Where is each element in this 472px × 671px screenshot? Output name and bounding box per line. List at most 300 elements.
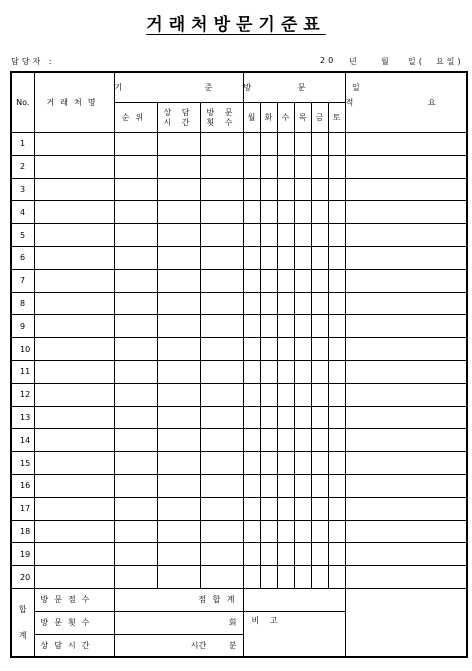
sat-cell[interactable] [328,315,345,338]
totals-label-line2: 계 [18,630,27,640]
sat-cell[interactable] [328,224,345,247]
wed-cell[interactable] [277,292,294,315]
mon-cell[interactable] [243,497,260,520]
remarks-cell[interactable] [345,360,467,383]
thu-cell[interactable] [294,429,311,452]
fri-cell[interactable] [311,566,328,589]
sat-cell[interactable] [328,155,345,178]
sub-header-visit-count-line2: 횟 수 [206,117,237,127]
thu-cell[interactable] [294,246,311,269]
rank-cell[interactable] [114,520,157,543]
wed-cell[interactable] [277,201,294,224]
mon-cell[interactable] [243,383,260,406]
date-weekday-unit: 요일) [436,57,464,66]
tue-cell[interactable] [260,452,277,475]
remarks-cell[interactable] [345,246,467,269]
col-header-visit-day-text: 방 문 일 [243,83,382,92]
tue-cell[interactable] [260,269,277,292]
client-cell[interactable] [34,315,114,338]
row-number: 18 [11,520,34,543]
remarks-cell[interactable] [345,269,467,292]
visit-count-cell[interactable] [200,543,243,566]
visit-count-cell[interactable] [200,133,243,156]
sat-cell[interactable] [328,406,345,429]
fri-cell[interactable] [311,520,328,543]
visit-count-cell[interactable] [200,269,243,292]
fri-cell[interactable] [311,315,328,338]
rank-cell[interactable] [114,406,157,429]
date-day-unit: 일( [408,57,425,66]
sat-cell[interactable] [328,338,345,361]
fri-cell[interactable] [311,406,328,429]
consult-time-cell[interactable] [157,315,200,338]
visit-points-unit: 점 합 계 [114,588,243,611]
tue-cell[interactable] [260,178,277,201]
day-fri: 금 [311,103,328,133]
sat-cell[interactable] [328,269,345,292]
tue-cell[interactable] [260,338,277,361]
row-number: 19 [11,543,34,566]
visit-count-cell[interactable] [200,406,243,429]
visit-count-cell[interactable] [200,360,243,383]
rank-cell[interactable] [114,133,157,156]
tue-cell[interactable] [260,474,277,497]
row-number: 14 [11,429,34,452]
thu-cell[interactable] [294,383,311,406]
table-row [11,133,467,156]
rank-cell[interactable] [114,292,157,315]
client-cell[interactable] [34,133,114,156]
col-header-standard-text: 기 준 [114,83,253,92]
consult-time-cell[interactable] [157,155,200,178]
thu-cell[interactable] [294,269,311,292]
table-row [11,474,467,497]
visit-points-value[interactable] [243,588,345,611]
wed-cell[interactable] [277,497,294,520]
fri-cell[interactable] [311,155,328,178]
row-number: 4 [11,201,34,224]
row-number: 8 [11,292,34,315]
thu-cell[interactable] [294,133,311,156]
sat-cell[interactable] [328,543,345,566]
visit-count-cell[interactable] [200,315,243,338]
mon-cell[interactable] [243,155,260,178]
mon-cell[interactable] [243,315,260,338]
rank-cell[interactable] [114,543,157,566]
col-header-remarks [345,72,472,133]
tue-cell[interactable] [260,383,277,406]
visit-count-cell[interactable] [200,224,243,247]
rank-cell[interactable] [114,155,157,178]
sat-cell[interactable] [328,201,345,224]
table-row [11,155,467,178]
wed-cell[interactable] [277,383,294,406]
date-month-unit: 월 [381,57,392,66]
remarks-cell[interactable] [345,133,467,156]
visit-count-cell[interactable] [200,497,243,520]
mon-cell[interactable] [243,292,260,315]
rank-cell[interactable] [114,474,157,497]
row-number: 15 [11,452,34,475]
mon-cell[interactable] [243,178,260,201]
visit-count-cell[interactable] [200,338,243,361]
consult-time-cell[interactable] [157,543,200,566]
table-row [11,201,467,224]
wed-cell[interactable] [277,429,294,452]
table-row [11,566,467,589]
fri-cell[interactable] [311,452,328,475]
row-number: 20 [11,566,34,589]
table-row [11,520,467,543]
tue-cell[interactable] [260,543,277,566]
fri-cell[interactable] [311,383,328,406]
day-sat: 토 [328,103,345,133]
client-cell[interactable] [34,429,114,452]
client-cell[interactable] [34,520,114,543]
tue-cell[interactable] [260,520,277,543]
client-cell[interactable] [34,178,114,201]
tue-cell[interactable] [260,406,277,429]
thu-cell[interactable] [294,338,311,361]
mon-cell[interactable] [243,269,260,292]
consult-time-cell[interactable] [157,269,200,292]
totals-label [11,588,34,657]
thu-cell[interactable] [294,292,311,315]
date-year: 20 [320,56,337,65]
remarks-cell[interactable] [345,201,467,224]
client-cell[interactable] [34,201,114,224]
consult-time-cell[interactable] [157,429,200,452]
sat-cell[interactable] [328,133,345,156]
client-cell[interactable] [34,246,114,269]
client-cell[interactable] [34,338,114,361]
row-number: 12 [11,383,34,406]
day-thu: 목 [294,103,311,133]
visit-count-unit: 회 [114,611,243,634]
table-row [11,292,467,315]
client-cell[interactable] [34,155,114,178]
remarks-box[interactable] [243,611,345,657]
thu-cell[interactable] [294,406,311,429]
wed-cell[interactable] [277,452,294,475]
mon-cell[interactable] [243,224,260,247]
wed-cell[interactable] [277,269,294,292]
mon-cell[interactable] [243,566,260,589]
tue-cell[interactable] [260,566,277,589]
sat-cell[interactable] [328,292,345,315]
table-row [11,269,467,292]
remarks-cell[interactable] [345,406,467,429]
client-cell[interactable] [34,292,114,315]
thu-cell[interactable] [294,155,311,178]
table-row [11,543,467,566]
consult-time-label: 상담시간 [34,634,114,657]
table-row [11,246,467,269]
remarks-cell[interactable] [345,497,467,520]
row-number: 1 [11,133,34,156]
visit-count-cell[interactable] [200,520,243,543]
sat-cell[interactable] [328,360,345,383]
thu-cell[interactable] [294,566,311,589]
rank-cell[interactable] [114,338,157,361]
visit-count-cell[interactable] [200,178,243,201]
consult-time-cell[interactable] [157,133,200,156]
table-row [11,452,467,475]
consult-time-cell[interactable] [157,383,200,406]
rank-cell[interactable] [114,452,157,475]
row-number: 16 [11,474,34,497]
wed-cell[interactable] [277,566,294,589]
thu-cell[interactable] [294,178,311,201]
fri-cell[interactable] [311,246,328,269]
day-tue: 화 [260,103,277,133]
client-cell[interactable] [34,566,114,589]
consult-time-cell[interactable] [157,520,200,543]
row-number: 3 [11,178,34,201]
table-row [11,360,467,383]
mon-cell[interactable] [243,429,260,452]
client-cell[interactable] [34,452,114,475]
col-header-client: 거래처명 [34,72,114,133]
thu-cell[interactable] [294,201,311,224]
table-row [11,315,467,338]
tue-cell[interactable] [260,429,277,452]
fri-cell[interactable] [311,269,328,292]
client-cell[interactable] [34,269,114,292]
mon-cell[interactable] [243,360,260,383]
consult-time-cell[interactable] [157,246,200,269]
tue-cell[interactable] [260,246,277,269]
thu-cell[interactable] [294,520,311,543]
page-title-text: 거래처방문기준표 [146,15,326,35]
table-row [11,338,467,361]
visit-count-cell[interactable] [200,155,243,178]
consult-time-cell[interactable] [157,566,200,589]
manager-label: 담당자 : [11,57,55,66]
remarks-cell[interactable] [345,543,467,566]
remarks-cell[interactable] [345,178,467,201]
rank-cell[interactable] [114,178,157,201]
table-row [11,406,467,429]
col-header-no: No. [11,72,34,133]
fri-cell[interactable] [311,178,328,201]
visit-count-cell[interactable] [200,452,243,475]
fri-cell[interactable] [311,338,328,361]
sub-header-visit-count [200,103,243,133]
sat-cell[interactable] [328,178,345,201]
tue-cell[interactable] [260,224,277,247]
remarks-cell[interactable] [345,520,467,543]
tue-cell[interactable] [260,315,277,338]
rank-cell[interactable] [114,497,157,520]
visit-count-cell[interactable] [200,292,243,315]
totals-label-line1: 합 [18,604,27,614]
row-number: 2 [11,155,34,178]
date-year-unit: 년 [349,57,360,66]
col-header-standard [114,72,253,103]
wed-cell[interactable] [277,224,294,247]
tue-cell[interactable] [260,497,277,520]
consult-time-cell[interactable] [157,452,200,475]
row-number: 11 [11,360,34,383]
table-row [11,178,467,201]
summary-blank [345,588,467,657]
visit-standard-table [10,71,472,658]
row-number: 10 [11,338,34,361]
row-number: 17 [11,497,34,520]
visit-count-cell[interactable] [200,201,243,224]
rank-cell[interactable] [114,429,157,452]
visit-count-cell[interactable] [200,474,243,497]
rank-cell[interactable] [114,566,157,589]
wed-cell[interactable] [277,406,294,429]
consult-time-cell[interactable] [157,406,200,429]
row-number: 6 [11,246,34,269]
fri-cell[interactable] [311,360,328,383]
client-cell[interactable] [34,360,114,383]
sat-cell[interactable] [328,429,345,452]
fri-cell[interactable] [311,292,328,315]
visit-count-cell[interactable] [200,246,243,269]
wed-cell[interactable] [277,246,294,269]
row-number: 9 [11,315,34,338]
thu-cell[interactable] [294,497,311,520]
sub-header-consult-time-line1: 상 담 [163,107,194,117]
consult-time-cell[interactable] [157,201,200,224]
sat-cell[interactable] [328,246,345,269]
remarks-cell[interactable] [345,338,467,361]
consult-time-cell[interactable] [157,474,200,497]
rank-cell[interactable] [114,315,157,338]
table-row [11,383,467,406]
table-row [11,429,467,452]
visit-count-cell[interactable] [200,429,243,452]
row-number: 5 [11,224,34,247]
row-number: 7 [11,269,34,292]
thu-cell[interactable] [294,224,311,247]
fri-cell[interactable] [311,543,328,566]
sub-header-rank: 순위 [114,103,157,133]
rank-cell[interactable] [114,360,157,383]
sat-cell[interactable] [328,497,345,520]
mon-cell[interactable] [243,520,260,543]
client-cell[interactable] [34,474,114,497]
mon-cell[interactable] [243,474,260,497]
consult-time-unit: 시간 분 [114,634,243,657]
remarks-cell[interactable] [345,315,467,338]
mon-cell[interactable] [243,133,260,156]
visit-points-label: 방문점수 [34,588,114,611]
remarks-cell[interactable] [345,224,467,247]
wed-cell[interactable] [277,133,294,156]
sat-cell[interactable] [328,383,345,406]
table-row [11,497,467,520]
client-cell[interactable] [34,497,114,520]
client-cell[interactable] [34,224,114,247]
consult-time-cell[interactable] [157,178,200,201]
fri-cell[interactable] [311,224,328,247]
wed-cell[interactable] [277,360,294,383]
fri-cell[interactable] [311,201,328,224]
sat-cell[interactable] [328,452,345,475]
remarks-cell[interactable] [345,474,467,497]
client-cell[interactable] [34,543,114,566]
sub-header-visit-count-line1: 방 문 [206,107,237,117]
fri-cell[interactable] [311,497,328,520]
consult-time-cell[interactable] [157,338,200,361]
mon-cell[interactable] [243,452,260,475]
col-header-remarks-text: 적 요 [345,98,472,107]
remarks-cell[interactable] [345,429,467,452]
consult-time-cell[interactable] [157,292,200,315]
rank-cell[interactable] [114,383,157,406]
tue-cell[interactable] [260,292,277,315]
rank-cell[interactable] [114,269,157,292]
sat-cell[interactable] [328,566,345,589]
wed-cell[interactable] [277,178,294,201]
tue-cell[interactable] [260,133,277,156]
client-cell[interactable] [34,383,114,406]
tue-cell[interactable] [260,201,277,224]
visit-count-cell[interactable] [200,383,243,406]
fri-cell[interactable] [311,133,328,156]
thu-cell[interactable] [294,543,311,566]
rank-cell[interactable] [114,201,157,224]
col-header-visit-day [243,72,382,103]
row-number: 13 [11,406,34,429]
mon-cell[interactable] [243,406,260,429]
thu-cell[interactable] [294,360,311,383]
rank-cell[interactable] [114,224,157,247]
remarks-cell[interactable] [345,452,467,475]
thu-cell[interactable] [294,315,311,338]
remarks-cell[interactable] [345,292,467,315]
remarks-label: 비 고 [251,615,282,625]
mon-cell[interactable] [243,201,260,224]
remarks-cell[interactable] [345,383,467,406]
sat-cell[interactable] [328,474,345,497]
wed-cell[interactable] [277,474,294,497]
page-title [0,10,472,35]
sat-cell[interactable] [328,520,345,543]
consult-time-cell[interactable] [157,360,200,383]
day-wed: 수 [277,103,294,133]
remarks-cell[interactable] [345,566,467,589]
fri-cell[interactable] [311,474,328,497]
thu-cell[interactable] [294,474,311,497]
tue-cell[interactable] [260,155,277,178]
thu-cell[interactable] [294,452,311,475]
wed-cell[interactable] [277,155,294,178]
wed-cell[interactable] [277,315,294,338]
client-cell[interactable] [34,406,114,429]
mon-cell[interactable] [243,246,260,269]
rank-cell[interactable] [114,246,157,269]
wed-cell[interactable] [277,543,294,566]
visit-count-cell[interactable] [200,566,243,589]
tue-cell[interactable] [260,360,277,383]
visit-count-label: 방문횟수 [34,611,114,634]
consult-time-cell[interactable] [157,497,200,520]
consult-time-cell[interactable] [157,224,200,247]
sub-header-consult-time [157,103,200,133]
wed-cell[interactable] [277,338,294,361]
mon-cell[interactable] [243,543,260,566]
mon-cell[interactable] [243,338,260,361]
fri-cell[interactable] [311,429,328,452]
remarks-cell[interactable] [345,155,467,178]
wed-cell[interactable] [277,520,294,543]
